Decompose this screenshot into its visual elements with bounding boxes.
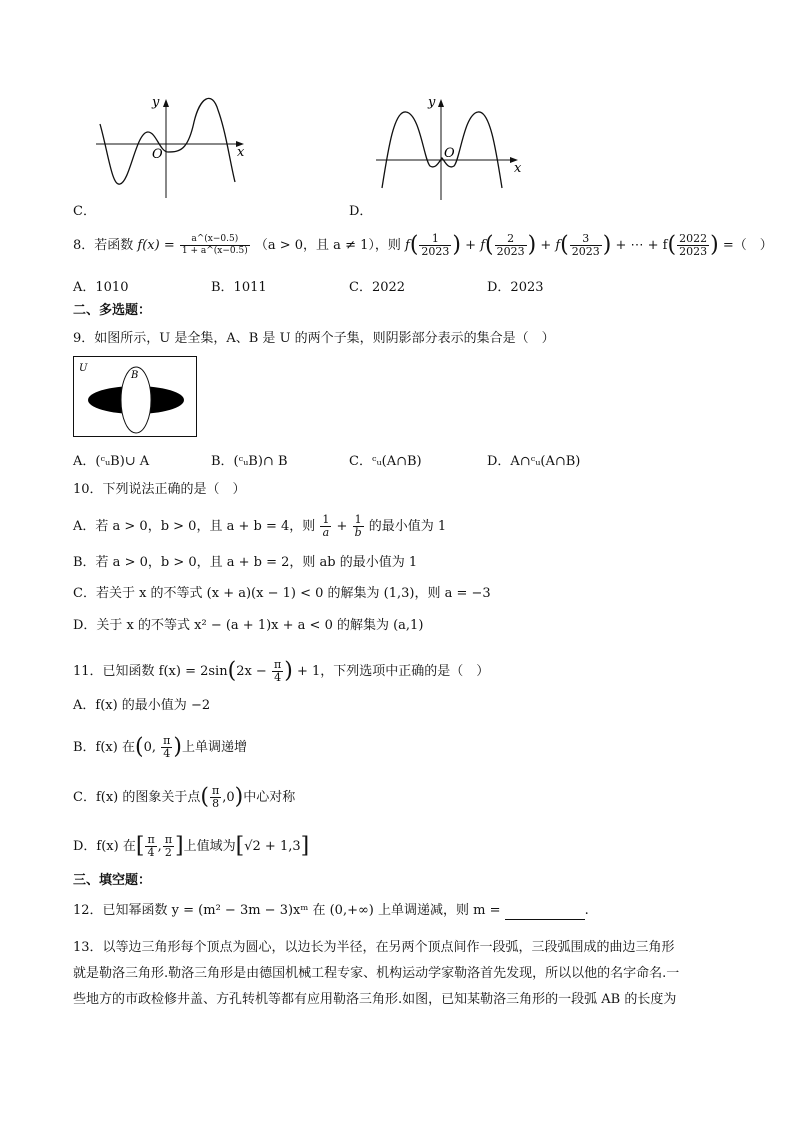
graph-c-y-label: y xyxy=(152,95,160,110)
q9-option-d[interactable]: D．A∩ᶜᵤ(A∩B) xyxy=(487,454,581,469)
graph-c-x-label: x xyxy=(237,145,245,160)
venn-diagram xyxy=(73,356,198,438)
graph-d xyxy=(368,90,528,205)
q11-option-b[interactable]: B．f(x) 在(0, $\frac{\pi}{4}$ )上单调递增 xyxy=(73,734,247,760)
question-10-stem: 10．下列说法正确的是（ ） xyxy=(73,482,246,497)
q9-option-b[interactable]: B．(ᶜᵤB)∩ B xyxy=(211,454,288,469)
q12-answer-blank[interactable] xyxy=(505,905,585,920)
q11-option-a[interactable]: A．f(x) 的最小值为 −2 xyxy=(73,698,211,713)
q8-fraction: $\frac{a\^{}(x-0.5)}{1 + a\^{}(x-0.5)}$ xyxy=(181,234,248,256)
q10-option-a[interactable]: A．若 a > 0，b > 0，且 a + b = 4，则 $\frac{1}{a}$ + $\frac{1}{b}$ 的最小值为 1 xyxy=(73,513,447,539)
question-11-stem: 11．已知函数 f(x) = 2sin(2x − $\frac{\pi}{4}$ ) + 1，下列选项中正确的是（ ） xyxy=(73,658,490,684)
q10-option-c[interactable]: C．若关于 x 的不等式 (x + a)(x − 1) < 0 的解集为 (1,3)，则 a = −3 xyxy=(73,586,491,601)
q8-option-d[interactable]: D．2023 xyxy=(487,280,544,295)
graph-c xyxy=(90,92,250,202)
question-13-line-1: 13．以等边三角形每个顶点为圆心，以边长为半径，在另两个顶点间作一段弧，三段弧围成的曲边三角形 xyxy=(73,940,675,955)
q11-option-d[interactable]: D．f(x) 在[ $\frac{\pi}{4}$ , $\frac{\pi}{2}$ ]上值域为[√2 + 1,3] xyxy=(73,833,310,859)
q9-option-c[interactable]: C．ᶜᵤ(A∩B) xyxy=(349,454,422,469)
graph-d-x-label: x xyxy=(514,161,522,176)
q11-option-c[interactable]: C．f(x) 的图象关于点( $\frac{\pi}{8}$ ,0)中心对称 xyxy=(73,784,296,810)
venn-b-label: B xyxy=(131,370,139,381)
question-13-line-3: 些地方的市政检修井盖、方孔转机等都有应用勒洛三角形.如图，已知某勒洛三角形的一段弧 AB 的长度为 xyxy=(73,992,677,1007)
q8-option-c[interactable]: C．2022 xyxy=(349,280,406,295)
option-c-label: C． xyxy=(73,204,96,219)
question-8-stem: 8．若函数 f(x) = $\frac{a\^{}(x-0.5)}{1 + a\^{}(x-0.5)}$ （a > 0，且 a ≠ 1），则 f( $\frac{1}{2023}$ ) + f( $\frac{2}{2023}$ ) + f( $\frac{3}{2023}$ ) + ⋯ + f( $\frac{2022}{2023}$ ) =（ ） xyxy=(73,232,773,258)
q10-option-b[interactable]: B．若 a > 0，b > 0，且 a + b = 2，则 ab 的最小值为 1 xyxy=(73,555,418,570)
graph-c-origin: O xyxy=(152,147,163,162)
venn-u-label: U xyxy=(79,363,88,374)
question-13-line-2: 就是勒洛三角形.勒洛三角形是由德国机械工程专家、机构运动学家勒洛首先发现，所以以他的名字命名.一 xyxy=(73,966,680,981)
option-d-label: D． xyxy=(349,204,373,219)
graph-d-origin: O xyxy=(444,146,455,161)
section-2-heading: 二、多选题： xyxy=(73,303,152,318)
question-12: 12．已知幂函数 y = (m² − 3m − 3)xᵐ 在 (0,+∞) 上单调递减，则 m = . xyxy=(73,903,589,918)
q10-option-d[interactable]: D．关于 x 的不等式 x² − (a + 1)x + a < 0 的解集为 (a,1) xyxy=(73,618,424,633)
section-3-heading: 三、填空题： xyxy=(73,873,152,888)
q8-option-a[interactable]: A．1010 xyxy=(73,280,129,295)
graph-d-y-label: y xyxy=(428,95,436,110)
question-9-stem: 9．如图所示，U 是全集，A、B 是 U 的两个子集，则阴影部分表示的集合是（ ） xyxy=(73,331,555,346)
q9-option-a[interactable]: A．(ᶜᵤB)∪ A xyxy=(73,454,150,469)
q8-option-b[interactable]: B．1011 xyxy=(211,280,267,295)
